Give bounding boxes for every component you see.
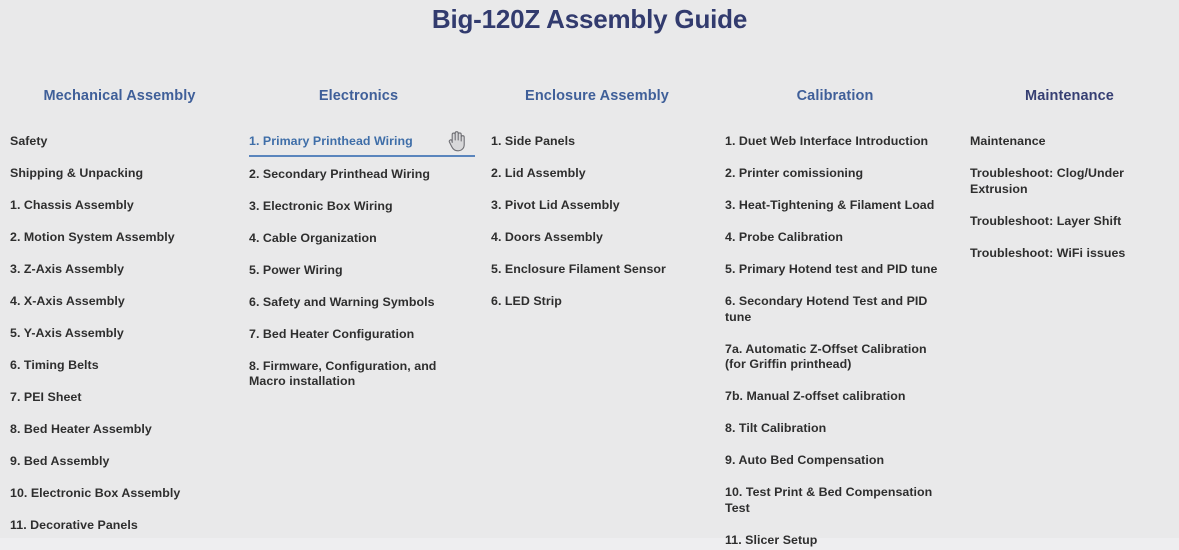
column-header: Electronics <box>318 88 399 104</box>
guide-item-label: 11. Slicer Setup <box>725 532 818 547</box>
guide-item-list <box>970 134 1179 261</box>
guide-item[interactable] <box>725 389 955 405</box>
guide-item-active[interactable] <box>249 134 475 157</box>
guide-item-label: 2. Secondary Printhead Wiring <box>249 166 431 181</box>
guide-item-label: 2. Motion System Assembly <box>10 230 175 244</box>
guide-item[interactable] <box>10 454 239 470</box>
guide-item[interactable] <box>10 230 239 246</box>
guide-item-label: Maintenance <box>970 134 1046 148</box>
guide-item-label: 2. Lid Assembly <box>491 166 586 180</box>
category-column-maintenance <box>955 88 1179 278</box>
guide-item-label: 7. PEI Sheet <box>10 390 82 404</box>
guide-item[interactable] <box>10 294 239 310</box>
guide-item-label: 9. Bed Assembly <box>10 454 110 468</box>
guide-item-label: 10. Electronic Box Assembly <box>10 486 181 500</box>
guide-item[interactable] <box>10 134 239 150</box>
guide-item[interactable] <box>10 166 239 182</box>
guide-item-label: 1. Chassis Assembly <box>10 198 134 212</box>
guide-item-label: Troubleshoot: WiFi issues <box>970 245 1126 260</box>
guide-item-label: Shipping & Unpacking <box>10 166 144 180</box>
guide-item[interactable] <box>249 263 478 279</box>
guide-item[interactable] <box>491 294 713 310</box>
guide-item-label: 6. Secondary Hotend Test and PID tune <box>725 294 928 324</box>
guide-item[interactable] <box>725 453 955 469</box>
guide-item[interactable] <box>249 199 478 215</box>
guide-item[interactable] <box>249 231 478 247</box>
guide-item-label: 7a. Automatic Z-Offset Calibration (for Griffin printhead) <box>725 341 927 371</box>
guide-item-label: 1. Side Panels <box>491 134 576 148</box>
guide-item[interactable] <box>725 421 955 437</box>
guide-item[interactable] <box>10 486 239 502</box>
category-column-calibration <box>713 88 955 550</box>
guide-item-list <box>10 134 239 534</box>
guide-item-list <box>725 134 955 548</box>
guide-item-label: 4. X-Axis Assembly <box>10 294 125 308</box>
guide-item-label: 4. Probe Calibration <box>725 230 844 244</box>
guide-item[interactable] <box>10 262 239 278</box>
guide-item-label: 6. Safety and Warning Symbols <box>249 294 435 309</box>
guide-item[interactable] <box>970 214 1179 230</box>
guide-item-label: 7. Bed Heater Configuration <box>249 326 415 341</box>
guide-item[interactable] <box>491 166 713 182</box>
column-header: Enclosure Assembly <box>525 88 669 104</box>
guide-item-label: 1. Duet Web Interface Introduction <box>725 134 929 148</box>
guide-item-label: 6. Timing Belts <box>10 358 99 372</box>
guide-item-label: 5. Power Wiring <box>249 262 343 277</box>
guide-item-label: 7b. Manual Z-offset calibration <box>725 389 906 403</box>
guide-item[interactable] <box>970 166 1179 197</box>
guide-item-label: 5. Enclosure Filament Sensor <box>491 262 666 276</box>
guide-item-label: Safety <box>10 134 48 148</box>
category-column-mechanical-assembly <box>0 88 239 550</box>
guide-item[interactable] <box>970 134 1179 150</box>
guide-item-label: 8. Firmware, Configuration, and Macro installation <box>249 358 437 388</box>
guide-item[interactable] <box>725 230 955 246</box>
guide-item[interactable] <box>10 326 239 342</box>
guide-item[interactable] <box>249 295 478 311</box>
guide-item-label: 3. Electronic Box Wiring <box>249 198 393 213</box>
guide-item[interactable] <box>249 327 478 343</box>
guide-item-label: 3. Pivot Lid Assembly <box>491 198 620 212</box>
guide-item[interactable] <box>725 198 955 214</box>
guide-item[interactable] <box>10 518 239 534</box>
guide-item[interactable] <box>10 358 239 374</box>
guide-item-label: 4. Doors Assembly <box>491 230 603 244</box>
guide-item-label: 9. Auto Bed Compensation <box>725 453 885 467</box>
guide-item-label: 8. Bed Heater Assembly <box>10 422 152 436</box>
guide-item-label: 4. Cable Organization <box>249 230 377 245</box>
column-header: Calibration <box>796 88 874 104</box>
guide-item[interactable] <box>491 134 713 150</box>
guide-item[interactable] <box>249 359 478 390</box>
guide-item-label: 11. Decorative Panels <box>10 518 138 532</box>
guide-item[interactable] <box>725 262 955 278</box>
guide-item[interactable] <box>491 262 713 278</box>
guide-item[interactable] <box>10 198 239 214</box>
guide-item[interactable] <box>491 230 713 246</box>
guide-item-label: 1. Primary Printhead Wiring <box>249 134 413 148</box>
page-title: Big-120Z Assembly Guide <box>431 4 748 34</box>
guide-item-list <box>491 134 713 310</box>
category-columns <box>0 88 1179 550</box>
guide-item-label: 3. Heat-Tightening & Filament Load <box>725 198 935 212</box>
guide-item[interactable] <box>491 198 713 214</box>
guide-item-list <box>249 134 478 390</box>
guide-item-label: 5. Y-Axis Assembly <box>10 326 124 340</box>
guide-item[interactable] <box>10 422 239 438</box>
column-header: Maintenance <box>1025 88 1114 104</box>
guide-item-label: 8. Tilt Calibration <box>725 421 827 435</box>
guide-item-label: 5. Primary Hotend test and PID tune <box>725 262 938 276</box>
guide-item[interactable] <box>725 485 955 516</box>
guide-item-label: Troubleshoot: Clog/Under Extrusion <box>970 166 1125 196</box>
guide-item-label: 6. LED Strip <box>491 294 562 308</box>
guide-item[interactable] <box>249 167 478 183</box>
guide-item-label: 10. Test Print & Bed Compensation Test <box>725 485 933 515</box>
guide-item[interactable] <box>725 533 955 549</box>
guide-item-label: 3. Z-Axis Assembly <box>10 262 125 276</box>
guide-item-label: 2. Printer comissioning <box>725 166 864 180</box>
column-header: Mechanical Assembly <box>43 88 196 104</box>
category-column-enclosure-assembly <box>478 88 713 326</box>
guide-item[interactable] <box>725 166 955 182</box>
category-column-electronics <box>239 88 478 406</box>
guide-item-label: Troubleshoot: Layer Shift <box>970 213 1122 228</box>
active-item-underline <box>249 155 475 157</box>
guide-item[interactable] <box>10 390 239 406</box>
guide-item[interactable] <box>725 294 955 325</box>
guide-item[interactable] <box>725 342 955 373</box>
guide-item[interactable] <box>725 134 955 150</box>
guide-item[interactable] <box>970 246 1179 262</box>
